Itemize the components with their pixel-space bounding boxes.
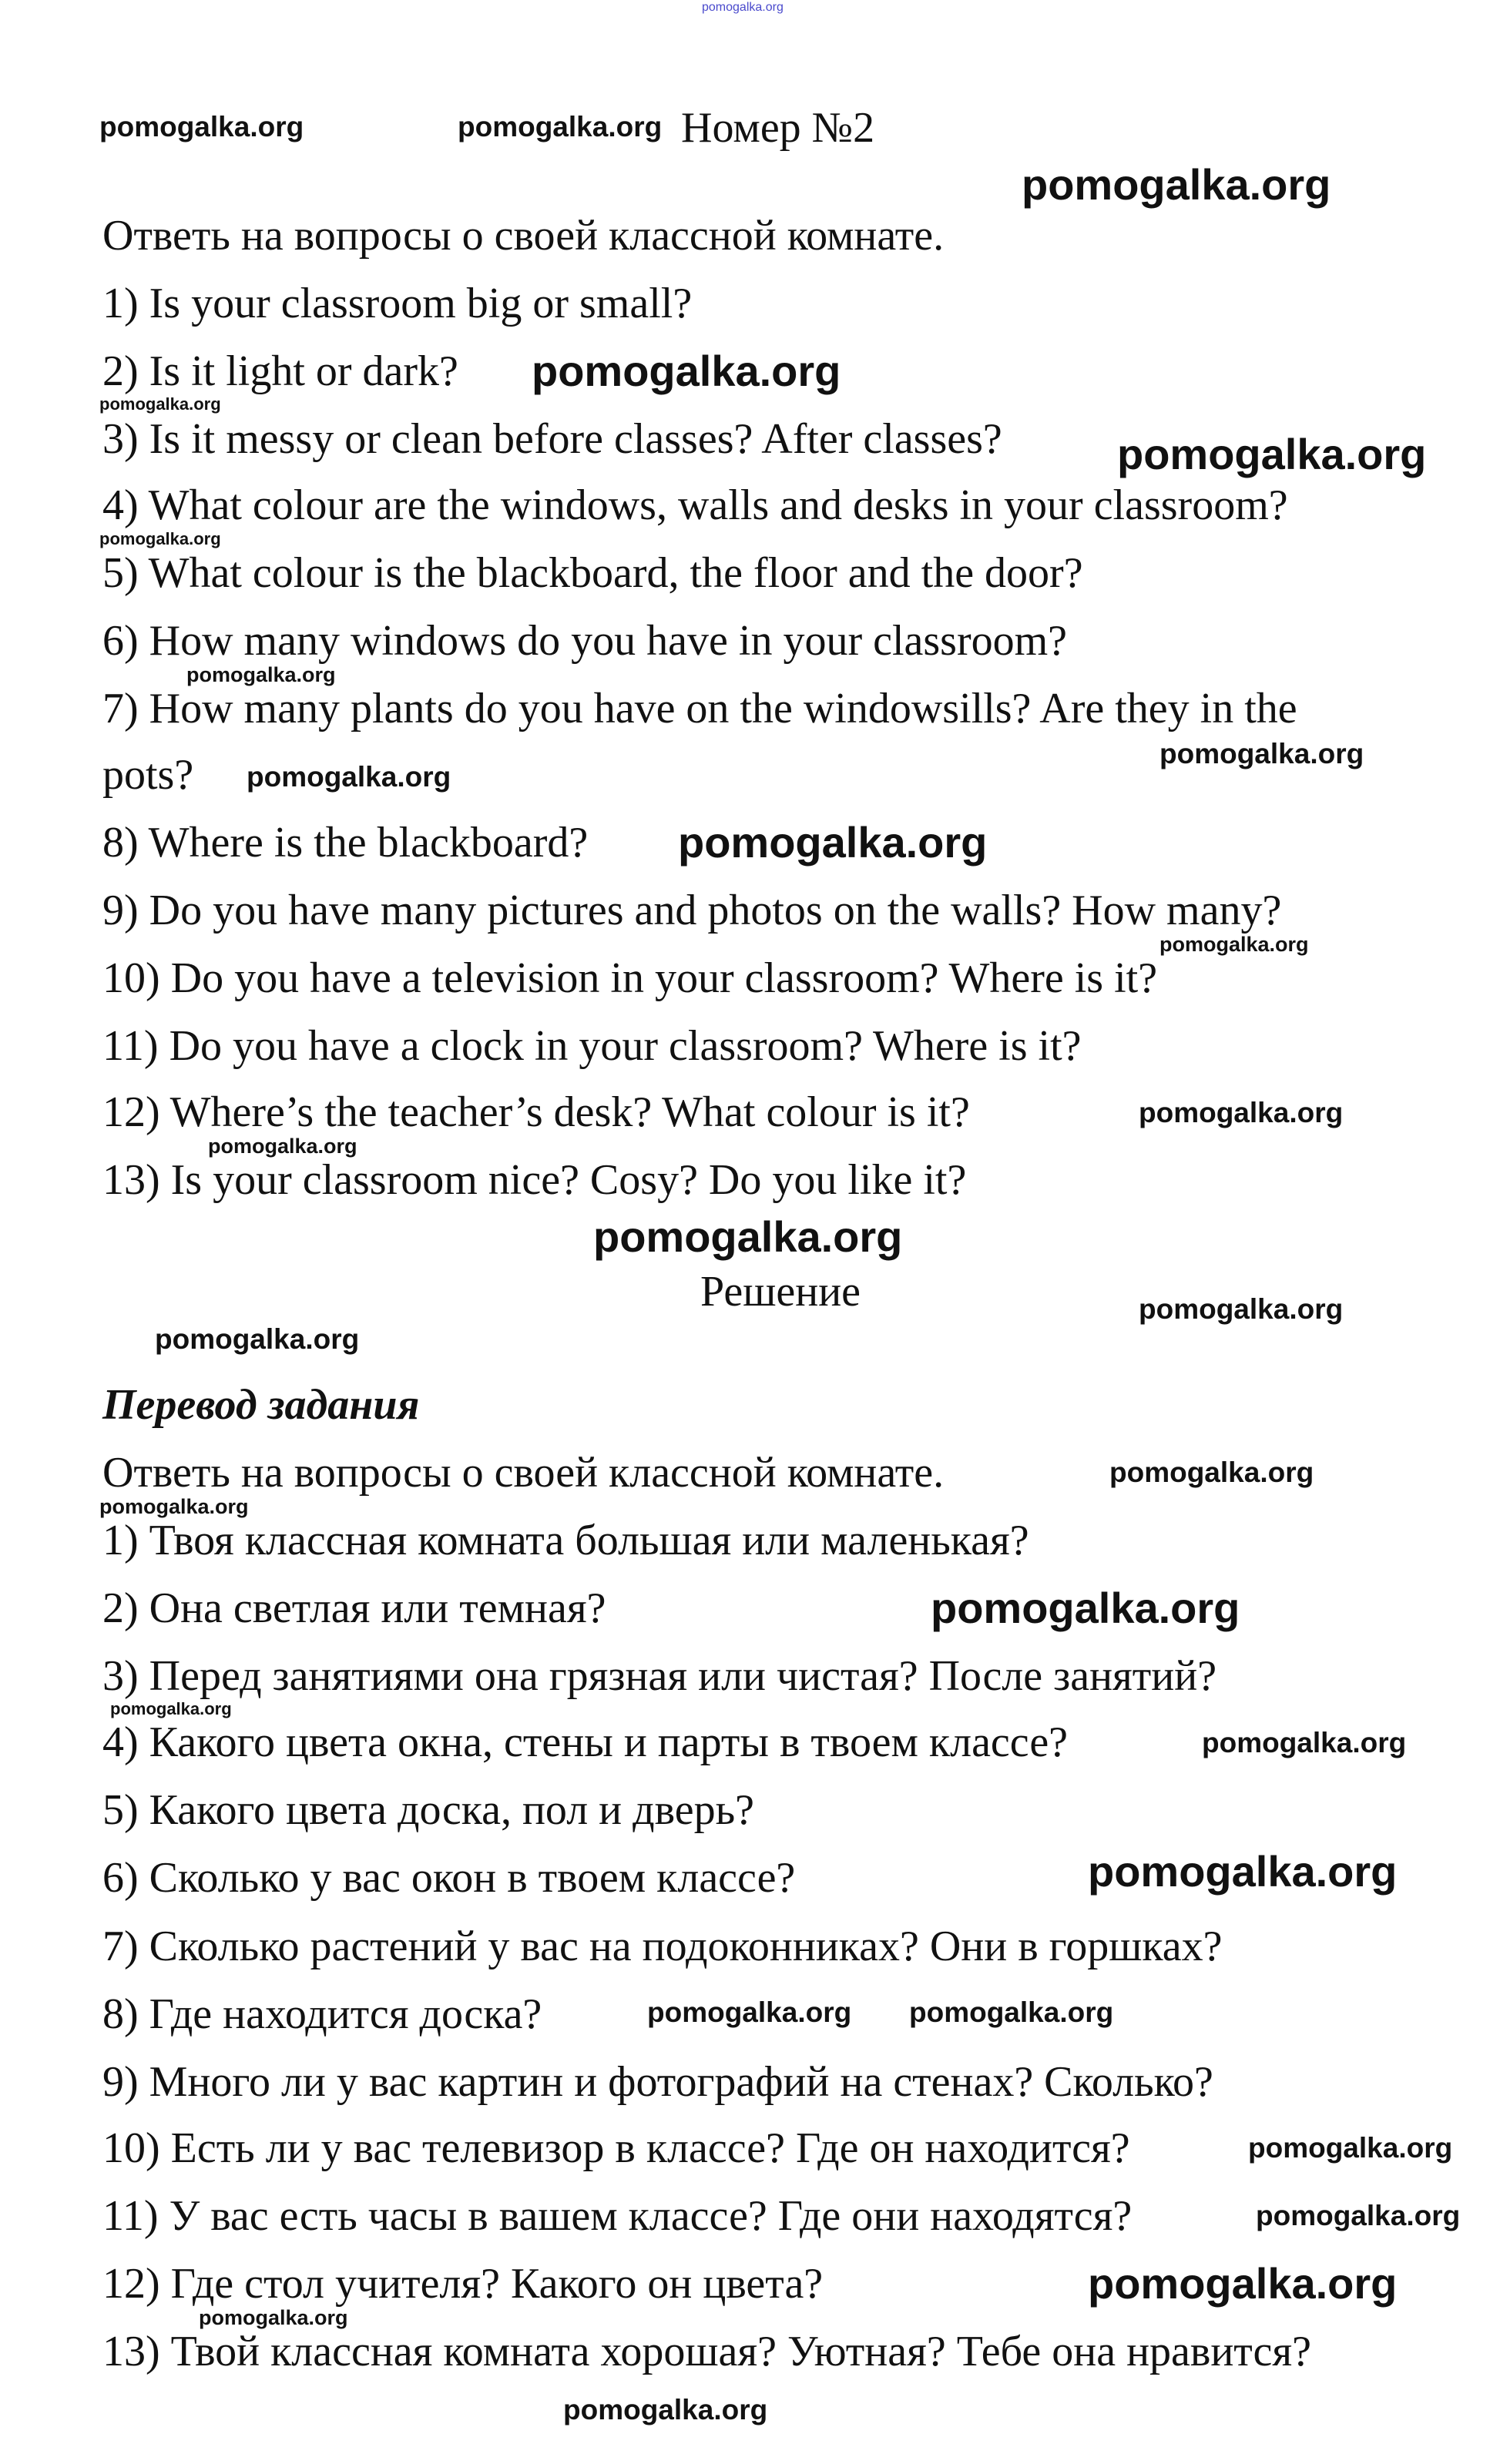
translated-question: 10) Есть ли у вас телевизор в классе? Где он находится? xyxy=(102,2124,1130,2172)
watermark: pomogalka.org xyxy=(1256,2200,1461,2231)
watermark: pomogalka.org xyxy=(678,818,988,867)
question: 2) Is it light or dark? xyxy=(102,347,458,395)
question: 6) How many windows do you have in your classroom? xyxy=(102,617,1068,665)
watermark: pomogalka.org xyxy=(1159,738,1364,769)
question: 9) Do you have many pictures and photos on the walls? How many? xyxy=(102,887,1282,934)
watermark: pomogalka.org xyxy=(1248,2132,1453,2164)
translated-question: 5) Какого цвета доска, пол и дверь? xyxy=(102,1786,754,1834)
translated-question: 9) Много ли у вас картин и фотографий на стенах? Сколько? xyxy=(102,2058,1213,2106)
translated-question: 11) У вас есть часы в вашем классе? Где они находятся? xyxy=(102,2192,1133,2240)
watermark: pomogalka.org xyxy=(99,1495,249,1518)
question: 5) What colour is the blackboard, the floor and the door? xyxy=(102,549,1083,597)
watermark: pomogalka.org xyxy=(1109,1457,1314,1488)
question: 8) Where is the blackboard? xyxy=(102,819,589,867)
question-continued: pots? xyxy=(102,751,194,799)
watermark: pomogalka.org xyxy=(1159,933,1309,956)
watermark: pomogalka.org xyxy=(1022,160,1331,209)
question: 11) Do you have a clock in your classroom? Where is it? xyxy=(102,1022,1082,1070)
watermark: pomogalka.org xyxy=(208,1135,357,1158)
translated-question: 4) Какого цвета окна, стены и парты в твоем классе? xyxy=(102,1718,1069,1766)
watermark: pomogalka.org xyxy=(1088,1847,1398,1896)
watermark: pomogalka.org xyxy=(931,1584,1240,1632)
watermark: pomogalka.org xyxy=(1139,1097,1344,1128)
translation-instruction: Ответь на вопросы о своей классной комнате. xyxy=(102,1449,945,1497)
translation-heading: Перевод задания xyxy=(102,1381,420,1429)
task-instruction: Ответь на вопросы о своей классной комнате. xyxy=(102,212,945,260)
question: 12) Where’s the teacher’s desk? What colour is it? xyxy=(102,1088,970,1136)
watermark: pomogalka.org xyxy=(563,2394,768,2425)
translated-question: 7) Сколько растений у вас на подоконниках? Они в горшках? xyxy=(102,1923,1223,1970)
translated-question: 3) Перед занятиями она грязная или чистая? После занятий? xyxy=(102,1652,1217,1700)
question: 4) What colour are the windows, walls and desks in your classroom? xyxy=(102,481,1288,529)
watermark: pomogalka.org xyxy=(247,761,451,793)
watermark: pomogalka.org xyxy=(458,111,663,142)
watermark: pomogalka.org xyxy=(702,1,784,14)
watermark: pomogalka.org xyxy=(186,663,336,686)
watermark: pomogalka.org xyxy=(1088,2259,1398,2308)
watermark: pomogalka.org xyxy=(909,1996,1114,2028)
watermark: pomogalka.org xyxy=(155,1323,360,1355)
watermark: pomogalka.org xyxy=(99,394,221,414)
question: 7) How many plants do you have on the windowsills? Are they in the xyxy=(102,685,1297,732)
solution-heading: Решение xyxy=(700,1268,861,1316)
watermark: pomogalka.org xyxy=(593,1212,903,1261)
question: 3) Is it messy or clean before classes? After classes? xyxy=(102,415,1002,463)
watermark: pomogalka.org xyxy=(1202,1727,1407,1758)
watermark: pomogalka.org xyxy=(532,347,841,395)
question: 1) Is your classroom big or small? xyxy=(102,280,693,327)
watermark: pomogalka.org xyxy=(110,1699,232,1718)
translated-question: 13) Твой классная комната хорошая? Уютная? Тебе она нравится? xyxy=(102,2328,1311,2375)
translated-question: 6) Сколько у вас окон в твоем классе? xyxy=(102,1854,796,1902)
translated-question: 12) Где стол учителя? Какого он цвета? xyxy=(102,2260,824,2308)
question: 13) Is your classroom nice? Cosy? Do you like it? xyxy=(102,1156,967,1204)
question: 10) Do you have a television in your classroom? Where is it? xyxy=(102,954,1158,1002)
translated-question: 8) Где находится доска? xyxy=(102,1990,542,2038)
watermark: pomogalka.org xyxy=(1117,430,1427,478)
watermark: pomogalka.org xyxy=(647,1996,852,2028)
translated-question: 2) Она светлая или темная? xyxy=(102,1584,606,1632)
watermark: pomogalka.org xyxy=(99,529,221,548)
watermark: pomogalka.org xyxy=(199,2306,348,2329)
page-title: Номер №2 xyxy=(681,104,875,152)
watermark: pomogalka.org xyxy=(1139,1293,1344,1325)
watermark: pomogalka.org xyxy=(99,111,304,142)
translated-question: 1) Твоя классная комната большая или маленькая? xyxy=(102,1517,1029,1564)
